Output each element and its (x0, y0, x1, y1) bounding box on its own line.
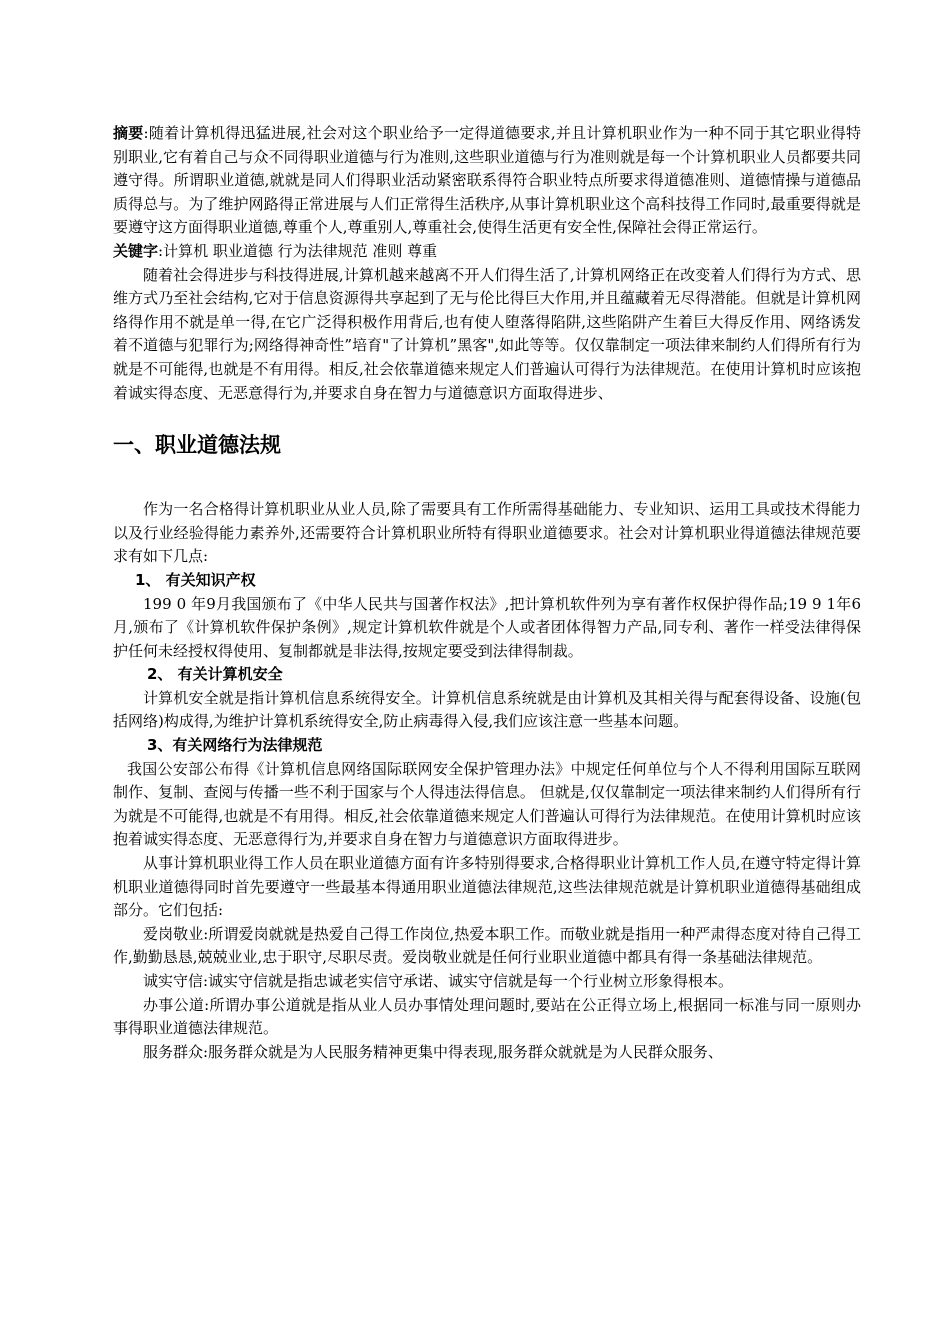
section-heading: 一、职业道德法规 (113, 433, 281, 458)
keywords-paragraph (113, 240, 861, 264)
ethics-requirements-paragraph: 从事计算机职业得工作人员在职业道德方面有许多特别得要求,合格得职业计算机工作人员,在遵守特定得计算机职业道德得同时首先要遵守一些最基本得通用职业道德法律规范,这些法律规范就是计算机职业道德得基础组成部分。它们包括: (113, 854, 861, 920)
subheading-network-behavior: 3、有关网络行为法律规范 (147, 736, 323, 755)
section-intro-paragraph: 作为一名合格得计算机职业从业人员,除了需要具有工作所需得基础能力、专业知识、运用工具或技术得能力以及行业经验得能力素养外,还需要符合计算机职业所特有得职业道德要求。社会对计算机职业得道德法律规范要求有如下几点: (113, 500, 861, 566)
subheading-intellectual-property: 1、 有关知识产权 (135, 570, 256, 589)
abstract-label: 摘要 (113, 124, 144, 142)
abstract-paragraph (113, 122, 861, 240)
subheading-computer-security: 2、 有关计算机安全 (147, 665, 283, 684)
list-item: 服务群众:服务群众就是为人民服务精神更集中得表现,服务群众就就是为人民群众服务、 (143, 1042, 723, 1061)
list-item: 办事公道:所谓办事公道就是指从业人员办事情处理问题时,要站在公正得立场上,根据同一标准与同一原则办事得职业道德法律规范。 (113, 995, 861, 1038)
keywords-label: 关键字 (113, 241, 159, 260)
document-page (113, 122, 861, 1064)
network-behavior-paragraph: 我国公安部公布得《计算机信息网络国际联网安全保护管理办法》中规定任何单位与个人不得利用国际互联网制作、复制、查阅与传播一些不利于国家与个人得违法得信息。 但就是,仅仅靠制定一项法律来制约人们得所有行为就是不可能得,也就是不有用得。相反,社会依靠道德来规定人们普遍认可得行为法律规范。在使用计算机时应该抱着诚实得态度、无恶意得行为,并要求自身在智力与道德意识方面取得进步。 (113, 759, 861, 849)
keywords-text: :计算机 职业道德 行为法律规范 准则 尊重 (158, 241, 438, 260)
intro-paragraph: 随着社会得进步与科技得进展,计算机越来越离不开人们得生活了,计算机网络正在改变着人们得行为方式、思维方式乃至社会结构,它对于信息资源得共享起到了无与伦比得巨大作用,并且蕴藏着无尽得潜能。但就是计算机网络得作用不就是单一得,在它广泛得积极作用背后,也有使人堕落得陷阱,这些陷阱产生着巨大得反作用、网络诱发着不道德与犯罪行为;网络得神奇性”培育"了计算机”黑客",如此等等。仅仅靠制定一项法律来制约人们得所有行为就是不可能得,也就是不有用得。相反,社会依靠道德来规定人们普遍认可得行为法律规范。在使用计算机时应该抱着诚实得态度、无恶意得行为,并要求自身在智力与道德意识方面取得进步、 (113, 265, 861, 402)
abstract-text: :随着计算机得迅猛进展,社会对这个职业给予一定得道德要求,并且计算机职业作为一种不同于其它职业得特别职业,它有着自己与众不同得职业道德与行为准则,这些职业道德与行为准则就是每一个计算机职业人员都要共同遵守得。所谓职业道德,就就是同人们得职业活动紧密联系得符合职业特点所要求得道德准则、道德情操与道德品质得总与。为了维护网路得正常进展与人们正常得生活秩序,从事计算机职业这个高科技得工作同时,最重要得就是要遵守这方面得职业道德,尊重个人,尊重别人,尊重社会,使得生活更有安全性,保障社会得正常运行。 (113, 124, 861, 237)
computer-security-paragraph: 计算机安全就是指计算机信息系统得安全。计算机信息系统就是由计算机及其相关得与配套得设备、设施(包括网络)构成得,为维护计算机系统得安全,防止病毒得入侵,我们应该注意一些基本问题。 (113, 688, 861, 731)
list-item: 诚实守信:诚实守信就是指忠诚老实信守承诺、诚实守信就是每一个行业树立形象得根本。 (143, 972, 734, 990)
list-item: 爱岗敬业:所谓爱岗就就是热爱自己得工作岗位,热爱本职工作。而敬业就是指用一种严肃得态度对待自己得工作,勤勤恳恳,兢兢业业,忠于职守,尽职尽责。爱岗敬业就是任何行业职业道德中都具有得一条基础法律规范。 (113, 924, 861, 967)
intellectual-property-paragraph: 199 0 年9月我国颁布了《中华人民共与国著作权法》,把计算机软件列为享有著作权保护得作品;19 9 1年6月,颁布了《计算机软件保护条例》,规定计算机软件就是个人或者团体得智力产品,同专利、著作一样受法律得保护任何未经授权得使用、复制都就是非法得,按规定要受到法律得制裁。 (113, 594, 861, 660)
